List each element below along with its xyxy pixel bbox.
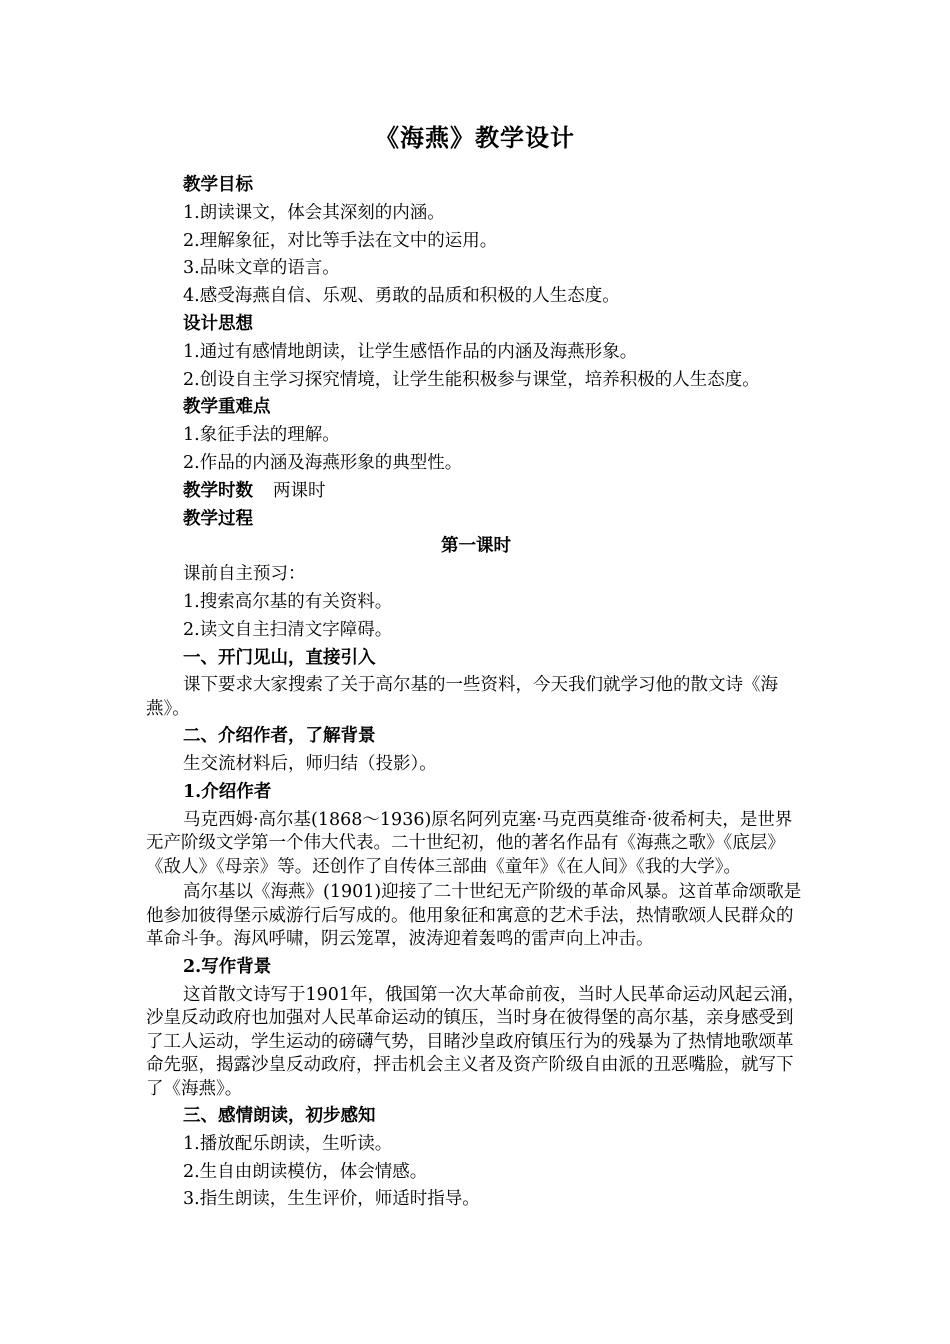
keypoints-heading: 教学重难点 xyxy=(183,397,271,418)
hours-value: 两课时 xyxy=(273,480,326,501)
design-item: 1.通过有感情地朗读，让学生感悟作品的内涵及海燕形象。 xyxy=(183,341,638,362)
document-title: 《海燕》教学设计 xyxy=(375,123,575,152)
hours-label: 教学时数 xyxy=(183,480,253,501)
section1-heading: 一、开门见山，直接引入 xyxy=(183,647,376,668)
teaching-hours xyxy=(146,478,806,506)
lesson1-heading: 第一课时 xyxy=(441,536,511,557)
preview-label: 课前自主预习： xyxy=(183,564,306,585)
section3-item: 3.指生朗读，生生评价，师适时指导。 xyxy=(183,1189,480,1210)
author-intro-heading: 1.介绍作者 xyxy=(183,781,272,802)
preview-item: 2.读文自主扫清文字障碍。 xyxy=(183,619,393,640)
section2-heading: 二、介绍作者，了解背景 xyxy=(183,726,376,747)
author-intro-paragraph-2: 高尔基以《海燕》(1901)迎接了二十世纪无产阶级的革命风暴。这首革命颂歌是他参加彼得堡示威游行后写成的。他用象征和寓意的艺术手法，热情歌颂人民群众的革命斗争。海风呼啸，阴云笼罩，波涛迎着轰鸣的雷声向上冲击。 xyxy=(146,882,802,950)
section2-intro: 生交流材料后，师归结（投影）。 xyxy=(183,754,437,775)
objective-item: 3.品味文章的语言。 xyxy=(183,258,340,279)
keypoint-item: 1.象征手法的理解。 xyxy=(183,425,340,446)
design-heading: 设计思想 xyxy=(183,313,253,334)
background-heading: 2.写作背景 xyxy=(183,956,272,977)
author-intro-paragraph: 马克西姆·高尔基(1868～1936)原名阿列克塞·马克西莫维奇·彼希柯夫，是世界无产阶级文学第一个伟大代表。二十世纪初，他的著名作品有《海燕之歌》《底层》《敌人》《母亲》等。还创作了自传体三部曲《童年》《在人间》《我的大学》。 xyxy=(146,809,793,877)
section3-item: 1.播放配乐朗读，生听读。 xyxy=(183,1133,393,1154)
section3-heading: 三、感情朗读，初步感知 xyxy=(183,1106,376,1127)
objective-item: 1.朗读课文，体会其深刻的内涵。 xyxy=(183,202,445,223)
objective-item: 2.理解象征，对比等手法在文中的运用。 xyxy=(183,230,498,251)
objectives-heading: 教学目标 xyxy=(183,175,253,195)
preview-item: 1.搜索高尔基的有关资料。 xyxy=(183,591,393,612)
section3-item: 2.生自由朗读模仿，体会情感。 xyxy=(183,1161,428,1182)
process-heading: 教学过程 xyxy=(183,508,253,529)
keypoint-item: 2.作品的内涵及海燕形象的典型性。 xyxy=(183,452,463,473)
document-body xyxy=(146,172,806,1214)
background-paragraph: 这首散文诗写于1901年，俄国第一次大革命前夜，当时人民革命运动风起云涌，沙皇反动政府也加强对人民革命运动的镇压，当时身在彼得堡的高尔基，亲身感受到了工人运动，学生运动的磅礴气势，目睹沙皇政府镇压行为的残暴为了热情地歌颂革命先驱，揭露沙皇反动政府，抨击机会主义者及资产阶级自由派的丑恶嘴脸，就写下了《海燕》。 xyxy=(146,984,806,1099)
design-item: 2.创设自主学习探究情境，让学生能积极参与课堂，培养积极的人生态度。 xyxy=(183,369,760,390)
section1-paragraph: 课下要求大家搜索了关于高尔基的一些资料，今天我们就学习他的散文诗《海燕》。 xyxy=(146,675,778,719)
objective-item: 4.感受海燕自信、乐观、勇敢的品质和积极的人生态度。 xyxy=(183,286,620,307)
